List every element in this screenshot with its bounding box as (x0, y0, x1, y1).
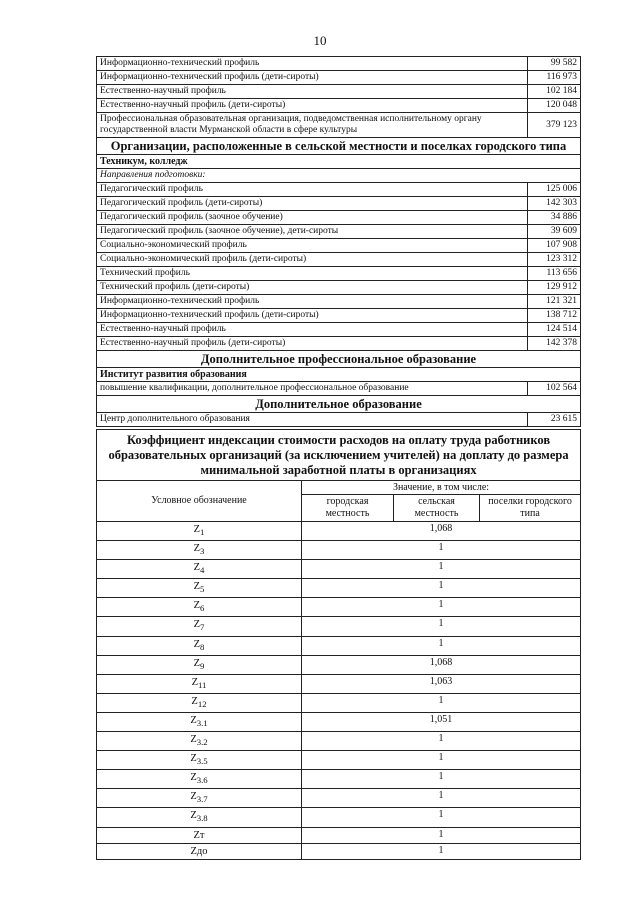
table-row (97, 183, 581, 197)
row-value: 124 514 (528, 323, 581, 337)
table-row (97, 382, 581, 396)
symbol-cell (97, 827, 302, 843)
symbol-base: Z (193, 581, 201, 593)
row-label: Естественно-научный профиль (97, 85, 528, 99)
symbol-base: Z (193, 657, 201, 669)
directions-label: Направления подготовки: (97, 169, 581, 183)
coefficient-value: 1 (302, 808, 581, 827)
symbol-subscript: 3.5 (196, 756, 208, 767)
table-row (97, 541, 581, 560)
symbol-base: Z (190, 791, 197, 803)
symbol-subscript: 9 (200, 660, 205, 671)
urban-column-header: городская местность (302, 495, 394, 522)
symbol-cell (97, 732, 302, 751)
rural-section-title: Организации, расположенные в сельской местности и поселках городского типа (97, 138, 581, 155)
coefficient-value: 1,063 (302, 674, 581, 693)
row-label: Центр дополнительного образования (97, 413, 528, 427)
symbol-column-header: Условное обозначение (97, 481, 302, 522)
symbol-cell (97, 598, 302, 617)
row-value: 23 615 (528, 413, 581, 427)
row-label: Информационно-технический профиль (97, 57, 528, 71)
symbol-cell (97, 789, 302, 808)
coefficient-value: 1 (302, 732, 581, 751)
row-label: Технический профиль (дети-сироты) (97, 281, 528, 295)
table-row (97, 770, 581, 789)
table-row (97, 225, 581, 239)
row-value: 125 006 (528, 183, 581, 197)
row-value: 142 303 (528, 197, 581, 211)
table-row (97, 253, 581, 267)
symbol-subscript: 11 (197, 679, 207, 690)
symbol-base: Z (193, 524, 201, 535)
cost-table (96, 56, 581, 427)
value-column-header: Значение, в том числе: (302, 481, 581, 495)
table-row (97, 732, 581, 751)
symbol-cell (97, 712, 302, 731)
row-label: Социально-экономический профиль (дети-сироты) (97, 253, 528, 267)
table-row (97, 636, 581, 655)
table-row (97, 413, 581, 427)
coefficient-table-title: Коэффициент индексации стоимости расходов на оплату труда работников образовательных организаций (за исключением учителей) на доплату до размера минимальной заработной платы в организациях (97, 430, 581, 481)
symbol-base: Z (190, 734, 197, 746)
table-row (97, 295, 581, 309)
symbol-base: Z (190, 810, 197, 822)
symbol-cell (97, 617, 302, 636)
symbol-subscript: 3.6 (196, 775, 208, 786)
symbol-base: Zдо (190, 845, 208, 857)
row-label: Профессиональная образовательная организация, подведомственная исполнительному органу государственной власти Мурманской области в сфере культуры (97, 113, 528, 138)
table-row (97, 337, 581, 351)
row-label: повышение квалификации, дополнительное профессиональное образование (97, 382, 528, 396)
symbol-subscript: 12 (197, 698, 207, 709)
rural-section-subtitle: Техникум, колледж (97, 155, 581, 169)
symbol-cell (97, 655, 302, 674)
row-value: 116 973 (528, 71, 581, 85)
row-value: 39 609 (528, 225, 581, 239)
coefficient-value: 1 (302, 617, 581, 636)
row-label: Педагогический профиль (заочное обучение) (97, 211, 528, 225)
row-label: Технический профиль (97, 267, 528, 281)
row-label: Информационно-технический профиль (дети-сироты) (97, 309, 528, 323)
coefficient-value: 1,051 (302, 712, 581, 731)
table-row (97, 843, 581, 859)
row-label: Педагогический профиль (97, 183, 528, 197)
table-row (97, 197, 581, 211)
symbol-cell (97, 770, 302, 789)
row-value: 121 321 (528, 295, 581, 309)
symbol-subscript: 3.2 (196, 737, 208, 748)
coefficient-value: 1,068 (302, 522, 581, 541)
row-value: 102 564 (528, 382, 581, 396)
table-row (97, 598, 581, 617)
table-row (97, 655, 581, 674)
row-label: Педагогический профиль (дети-сироты) (97, 197, 528, 211)
table-row (97, 85, 581, 99)
row-label: Естественно-научный профиль (дети-сироты) (97, 337, 528, 351)
coefficient-value: 1 (302, 827, 581, 843)
symbol-base: Z (193, 638, 201, 650)
table-row (97, 267, 581, 281)
symbol-cell (97, 636, 302, 655)
row-value: 99 582 (528, 57, 581, 71)
table-row (97, 211, 581, 225)
dpo-section-title: Дополнительное профессиональное образование (97, 351, 581, 368)
symbol-subscript: 4 (200, 565, 205, 576)
table-row (97, 712, 581, 731)
symbol-subscript: 3.8 (196, 813, 208, 824)
symbol-subscript: 5 (200, 584, 205, 595)
symbol-base: Z (193, 619, 201, 631)
settlement-column-header: поселки городского типа (480, 495, 581, 522)
row-label: Информационно-технический профиль (97, 295, 528, 309)
table-row (97, 281, 581, 295)
table-row (97, 99, 581, 113)
symbol-base: Zт (193, 829, 205, 841)
symbol-base: Z (193, 543, 201, 555)
symbol-base: Z (190, 753, 197, 765)
table-row (97, 808, 581, 827)
coefficient-value: 1,068 (302, 655, 581, 674)
symbol-cell (97, 541, 302, 560)
table-row (97, 617, 581, 636)
row-label: Педагогический профиль (заочное обучение), дети-сироты (97, 225, 528, 239)
table-row (97, 579, 581, 598)
row-value: 107 908 (528, 239, 581, 253)
table-row (97, 309, 581, 323)
table-row (97, 789, 581, 808)
coefficient-value: 1 (302, 579, 581, 598)
table-row (97, 71, 581, 85)
row-value: 113 656 (528, 267, 581, 281)
table-row (97, 693, 581, 712)
table-row (97, 239, 581, 253)
coefficient-table (96, 429, 581, 860)
symbol-subscript: 7 (200, 622, 205, 633)
table-row (97, 57, 581, 71)
symbol-cell (97, 579, 302, 598)
dpo-section-subtitle: Институт развития образования (97, 368, 581, 382)
table-row (97, 323, 581, 337)
row-value: 102 184 (528, 85, 581, 99)
coefficient-value: 1 (302, 693, 581, 712)
symbol-base: Z (191, 676, 198, 688)
coefficient-value: 1 (302, 560, 581, 579)
row-label: Информационно-технический профиль (дети-сироты) (97, 71, 528, 85)
row-label: Естественно-научный профиль (дети-сироты) (97, 99, 528, 113)
symbol-cell (97, 560, 302, 579)
rural-column-header: сельская местность (394, 495, 480, 522)
footer-divider (291, 827, 403, 828)
symbol-base: Z (193, 600, 201, 612)
symbol-base: Z (190, 772, 197, 784)
symbol-subscript: 1 (200, 527, 205, 538)
coefficient-value: 1 (302, 751, 581, 770)
symbol-cell (97, 522, 302, 541)
do-section-title: Дополнительное образование (97, 396, 581, 413)
symbol-cell (97, 843, 302, 859)
row-value: 142 378 (528, 337, 581, 351)
row-label: Социально-экономический профиль (97, 239, 528, 253)
table-row (97, 113, 581, 138)
row-value: 138 712 (528, 309, 581, 323)
table-row (97, 522, 581, 541)
page-number: 10 (313, 33, 327, 48)
symbol-cell (97, 808, 302, 827)
coefficient-value: 1 (302, 636, 581, 655)
row-value: 379 123 (528, 113, 581, 138)
symbol-subscript: 3.1 (196, 718, 208, 729)
symbol-cell (97, 674, 302, 693)
table-row (97, 674, 581, 693)
symbol-base: Z (193, 562, 201, 574)
row-value: 129 912 (528, 281, 581, 295)
symbol-cell (97, 693, 302, 712)
table-row (97, 827, 581, 843)
table-row (97, 560, 581, 579)
row-value: 120 048 (528, 99, 581, 113)
symbol-subscript: 8 (200, 641, 205, 652)
coefficient-value: 1 (302, 598, 581, 617)
coefficient-value: 1 (302, 843, 581, 859)
symbol-subscript: 6 (200, 603, 205, 614)
row-value: 34 886 (528, 211, 581, 225)
symbol-base: Z (191, 695, 198, 707)
symbol-base: Z (190, 714, 197, 726)
coefficient-value: 1 (302, 541, 581, 560)
coefficient-value: 1 (302, 789, 581, 808)
table-row (97, 751, 581, 770)
row-value: 123 312 (528, 253, 581, 267)
symbol-subscript: 3.7 (196, 794, 208, 805)
coefficient-value: 1 (302, 770, 581, 789)
row-label: Естественно-научный профиль (97, 323, 528, 337)
symbol-cell (97, 751, 302, 770)
symbol-subscript: 3 (200, 546, 205, 557)
